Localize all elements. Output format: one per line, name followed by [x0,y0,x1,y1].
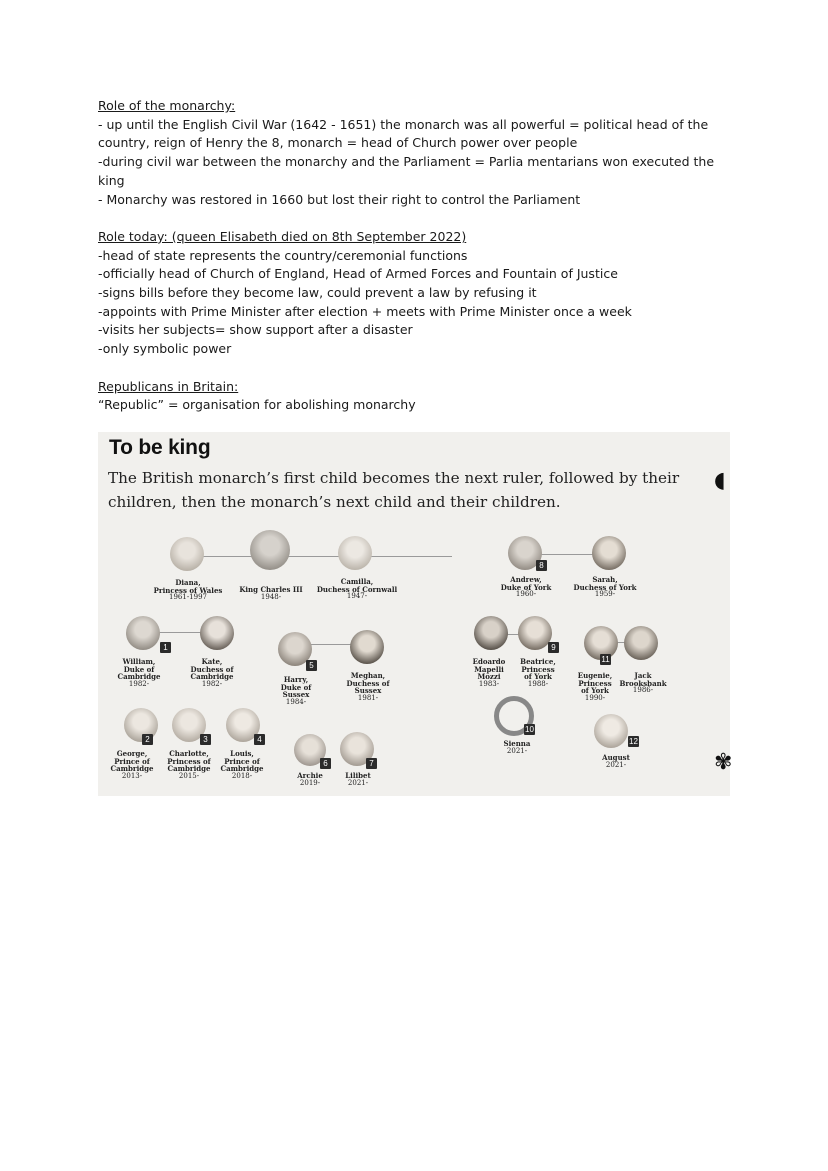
rank-badge: 12 [629,737,638,746]
note-line: -head of state represents the country/ceremonial functions [98,247,468,263]
camilla-portrait [338,536,372,570]
figure-subtitle: The British monarch’s first child becomes the next ruler, followed by their children, then the monarch’s next child and their children. [108,469,680,511]
section-heading: Role of the monarchy: [98,98,236,113]
note-line: -signs bills before they become law, could prevent a law by refusing it [98,285,537,301]
section-monarchy-role [98,97,738,209]
archie-label: Archie 2019- [297,771,323,787]
note-line: -appoints with Prime Minister after election + meets with Prime Minister once a week [98,303,632,319]
harry-label: Harry, Duke of Sussex 1984- [280,675,312,706]
louis-label: Louis, Prince of Cambridge 2018- [220,749,264,780]
note-line: “Republic” = organisation for abolishing monarchy [98,397,416,413]
rank-badge: 6 [320,758,331,769]
jack-label: Jack Brooksbank 1986- [619,671,667,695]
edoardo-portrait [474,616,508,650]
rank-badge: 8 [536,560,547,571]
meghan-label: Meghan, Duchess of Sussex 1981- [346,671,390,702]
rank-badge: 7 [366,758,377,769]
andrew-label: Andrew, Duke of York 1960- [500,575,552,599]
kate-portrait [200,616,234,650]
note-line: -during civil war between the monarchy and the Parliament = Parlia mentarians won executed the king [98,154,715,188]
note-line: -officially head of Church of England, Head of Armed Forces and Fountain of Justice [98,266,618,282]
eugenie-label: Eugenie, Princess of York 1990- [577,671,613,702]
sarah-portrait [592,536,626,570]
section-republicans [98,378,738,415]
beatrice-label: Beatrice, Princess of York 1988- [520,657,556,688]
george-label: George, Prince of Cambridge 2013- [110,749,154,780]
sienna-label: Sienna 2021- [503,739,531,755]
charlotte-label: Charlotte, Princess of Cambridge 2015- [167,749,211,780]
page-edge-mark: ✾ [714,750,733,775]
note-line: - up until the English Civil War (1642 - 1651) the monarch was all powerful = political head of the country, reign of Henry the 8, monarch = head of Church power over people [98,116,709,151]
charles-portrait [250,530,290,570]
rank-badge: 11 [601,655,610,664]
rank-badge: 5 [306,660,317,671]
diana-portrait [170,537,204,571]
section-heading: Republicans in Britain: [98,378,239,394]
camilla-label: Camilla, Duchess of Cornwall 1947- [316,577,398,601]
jack-portrait [624,626,658,660]
section-heading: Role today: (queen Elisabeth died on 8th September 2022) [98,228,467,244]
marriage-line [202,556,452,557]
rank-badge: 10 [525,725,534,734]
rank-badge: 9 [548,642,559,653]
section-role-today [98,228,738,359]
note-line: -only symbolic power [98,341,232,357]
charles-label: King Charles III 1948- [239,585,303,601]
note-line: -visits her subjects= show support after a disaster [98,322,413,338]
william-portrait [126,616,160,650]
notes [98,97,738,434]
meghan-portrait [350,630,384,664]
rank-badge: 2 [142,734,153,745]
page-edge-mark: ◖ [714,468,726,493]
rank-badge: 3 [200,734,211,745]
sarah-label: Sarah, Duchess of York 1959- [573,575,637,599]
william-label: William, Duke of Cambridge 1982- [117,657,161,688]
beatrice-portrait [518,616,552,650]
edoardo-label: Edoardo Mapelli Mozzi 1983- [472,657,506,688]
diana-label: Diana, Princess of Wales 1961-1997 [153,578,223,602]
family-tree-photo [98,432,733,796]
rank-badge: 4 [254,734,265,745]
note-line: - Monarchy was restored in 1660 but lost their right to control the Parliament [98,191,581,207]
kate-label: Kate, Duchess of Cambridge 1982- [190,657,234,688]
rank-badge: 1 [160,642,171,653]
figure-title: To be king [109,436,211,459]
august-label: August 2021- [602,753,630,769]
august-portrait [594,714,628,748]
lilibet-label: Lilibet 2021- [345,771,371,787]
